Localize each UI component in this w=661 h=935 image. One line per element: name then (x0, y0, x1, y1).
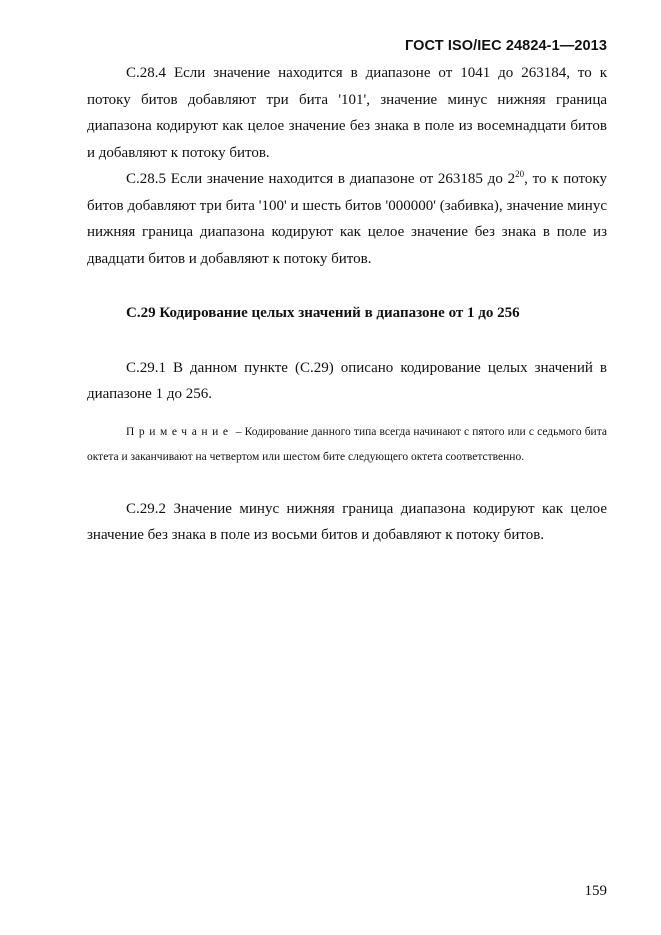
clause-c-28-5 (87, 166, 607, 272)
note-text: – Кодирование данного типа всегда начинают с пятого или с седьмого бита октета и заканчивают на четвертом или шестом бите следующего октета соответственно. (87, 425, 607, 463)
page-number: 159 (584, 883, 607, 899)
section-heading-c-29: С.29 Кодирование целых значений в диапазоне от 1 до 256 (126, 305, 520, 321)
clause-c-29-1: С.29.1 В данном пункте (С.29) описано кодирование целых значений в диапазоне 1 до 256. (87, 359, 607, 402)
exponent: 20 (515, 169, 525, 179)
page-body (87, 60, 607, 549)
clause-c-28-5-text-after: , то к потоку битов добавляют три бита '100' и шесть битов '000000' (забивка), значение минус нижняя граница диапазона кодируют как целое значение без знака в поле из двадцати битов и добавляют к потоку битов. (87, 171, 607, 267)
clause-c-28-4: С.28.4 Если значение находится в диапазоне от 1041 до 263184, то к потоку битов добавляют три бита '101', значение минус нижняя граница диапазона кодируют как целое значение без знака в поле из восемнадцати битов и добавляют к потоку битов. (87, 65, 607, 161)
note (87, 420, 607, 470)
document-header: ГОСТ ISO/IEC 24824-1—2013 (405, 38, 607, 54)
clause-c-28-5-text-before: С.28.5 Если значение находится в диапазоне от 263185 до 2 (126, 171, 516, 187)
note-label: Примечание (126, 425, 233, 438)
clause-c-29-2: С.29.2 Значение минус нижняя граница диапазона кодируют как целое значение без знака в поле из восьми битов и добавляют к потоку битов. (87, 500, 607, 543)
